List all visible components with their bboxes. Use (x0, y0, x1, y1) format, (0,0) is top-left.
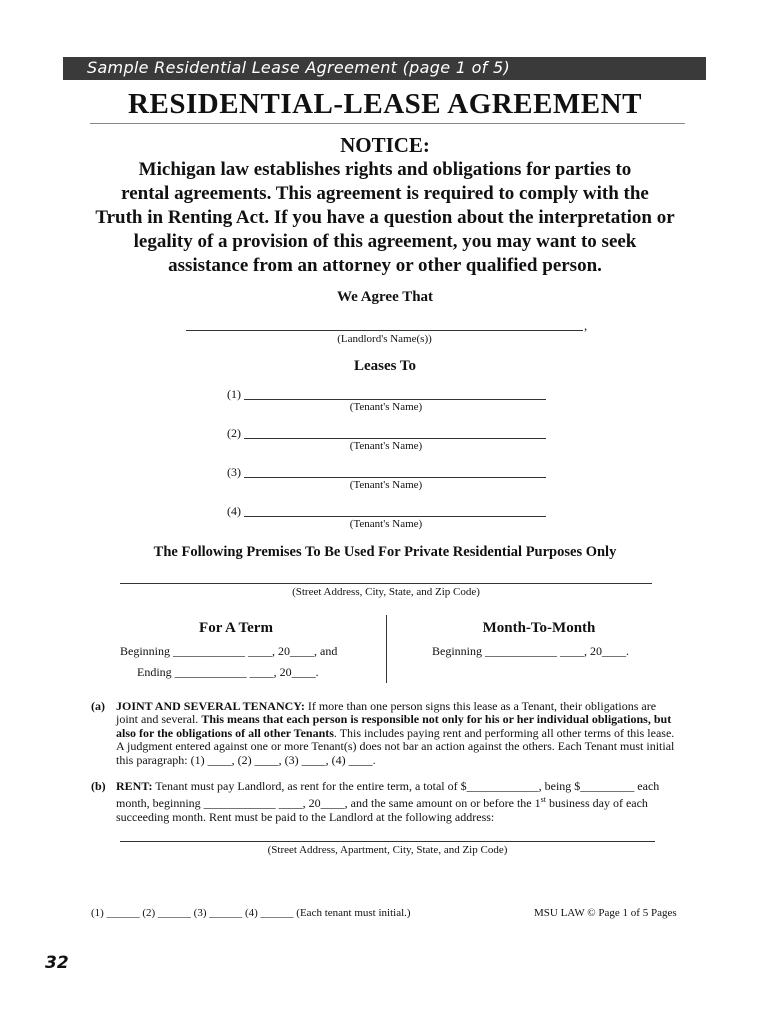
month-beginning-field[interactable]: Beginning ____________ ____, 20____. (432, 644, 629, 658)
tenant-number: (1) (227, 387, 241, 401)
notice-line: Truth in Renting Act. If you have a question about the interpretation or (95, 207, 675, 228)
premises-address-caption: (Street Address, City, State, and Zip Code) (292, 586, 480, 598)
page-footer-label: MSU LAW © Page 1 of 5 Pages (534, 907, 677, 919)
paragraph-a-text (116, 700, 680, 767)
tenant-name-field[interactable] (244, 516, 546, 517)
landlord-name-caption: (Landlord's Name(s)) (337, 333, 432, 345)
term-beginning-field[interactable]: Beginning ____________ ____, 20____, and (120, 644, 338, 658)
landlord-name-field[interactable] (186, 330, 583, 331)
paragraph-b-label: (b) (91, 779, 106, 793)
tenant-name-caption: (Tenant's Name) (349, 518, 423, 530)
tenant-number: (3) (227, 465, 241, 479)
tenant-name-caption: (Tenant's Name) (349, 440, 423, 452)
paragraph-a-title: JOINT AND SEVERAL TENANCY: (116, 699, 305, 713)
paragraph-a-emphasis: This means that each person is responsible not only for his or her individual obligations, but also for the obligations of all other Tenants (116, 712, 672, 740)
tenant-name-field[interactable] (244, 438, 546, 439)
ordinal-suffix: st (540, 795, 546, 805)
we-agree-heading: We Agree That (336, 289, 434, 305)
paragraph-a-body-end: . This includes paying rent and performing all other terms of this lease. A judgment entered against one or more Tenant(s) does not bar an action against the others. Each Tenant must initial this paragraph: (1) ____, (2) ____, (3) ____, (4) ____. (116, 725, 675, 767)
notice-line: Michigan law establishes rights and obligations for parties to (138, 159, 632, 180)
rent-address-field[interactable] (120, 841, 655, 842)
paragraph-b-body-end: business day of each succeeding month. Rent must be paid to the Landlord at the following address: (116, 796, 648, 824)
header-banner (63, 57, 706, 80)
premises-address-field[interactable] (120, 583, 652, 584)
premises-heading: The Following Premises To Be Used For Private Residential Purposes Only (153, 544, 617, 560)
tenant-name-field[interactable] (244, 477, 546, 478)
notice-line: legality of a provision of this agreement, you may want to seek (133, 231, 637, 252)
paragraph-b-title: RENT: (116, 779, 153, 793)
notice-line: rental agreements. This agreement is required to comply with the (121, 183, 649, 204)
tenant-name-caption: (Tenant's Name) (349, 401, 423, 413)
rent-address-caption: (Street Address, Apartment, City, State, and Zip Code) (267, 844, 508, 856)
tenant-initials-line[interactable]: (1) ______ (2) ______ (3) ______ (4) ______ (Each tenant must initial.) (91, 907, 411, 919)
column-divider (386, 615, 387, 683)
paragraph-a-label: (a) (91, 699, 105, 713)
landlord-comma: , (584, 318, 588, 333)
month-to-month-heading: Month-To-Month (482, 620, 596, 636)
tenant-name-field[interactable] (244, 399, 546, 400)
tenant-number: (4) (227, 504, 241, 518)
for-a-term-heading: For A Term (199, 620, 273, 636)
paragraph-a-body: If more than one person signs this lease as a Tenant, their obligations are joint and several. (116, 699, 657, 727)
term-ending-field[interactable]: Ending ____________ ____, 20____. (137, 665, 319, 679)
title-divider (90, 123, 685, 124)
leases-to-heading: Leases To (353, 358, 417, 374)
notice-line: assistance from an attorney or other qualified person. (168, 255, 602, 276)
paragraph-b-body: Tenant must pay Landlord, as rent for the entire term, a total of $____________, being $_________ each month, beginning ____________ ____, 20____, and the same amount on or before the 1 (116, 779, 660, 811)
tenant-number: (2) (227, 426, 241, 440)
paragraph-b-text (116, 780, 682, 824)
notice-heading: NOTICE: (340, 133, 430, 157)
page-title: RESIDENTIAL-LEASE AGREEMENT (128, 88, 642, 120)
banner-text: Sample Residential Lease Agreement (page 1 of 5) (87, 58, 511, 77)
tenant-name-caption: (Tenant's Name) (349, 479, 423, 491)
page-number: 32 (45, 953, 69, 973)
